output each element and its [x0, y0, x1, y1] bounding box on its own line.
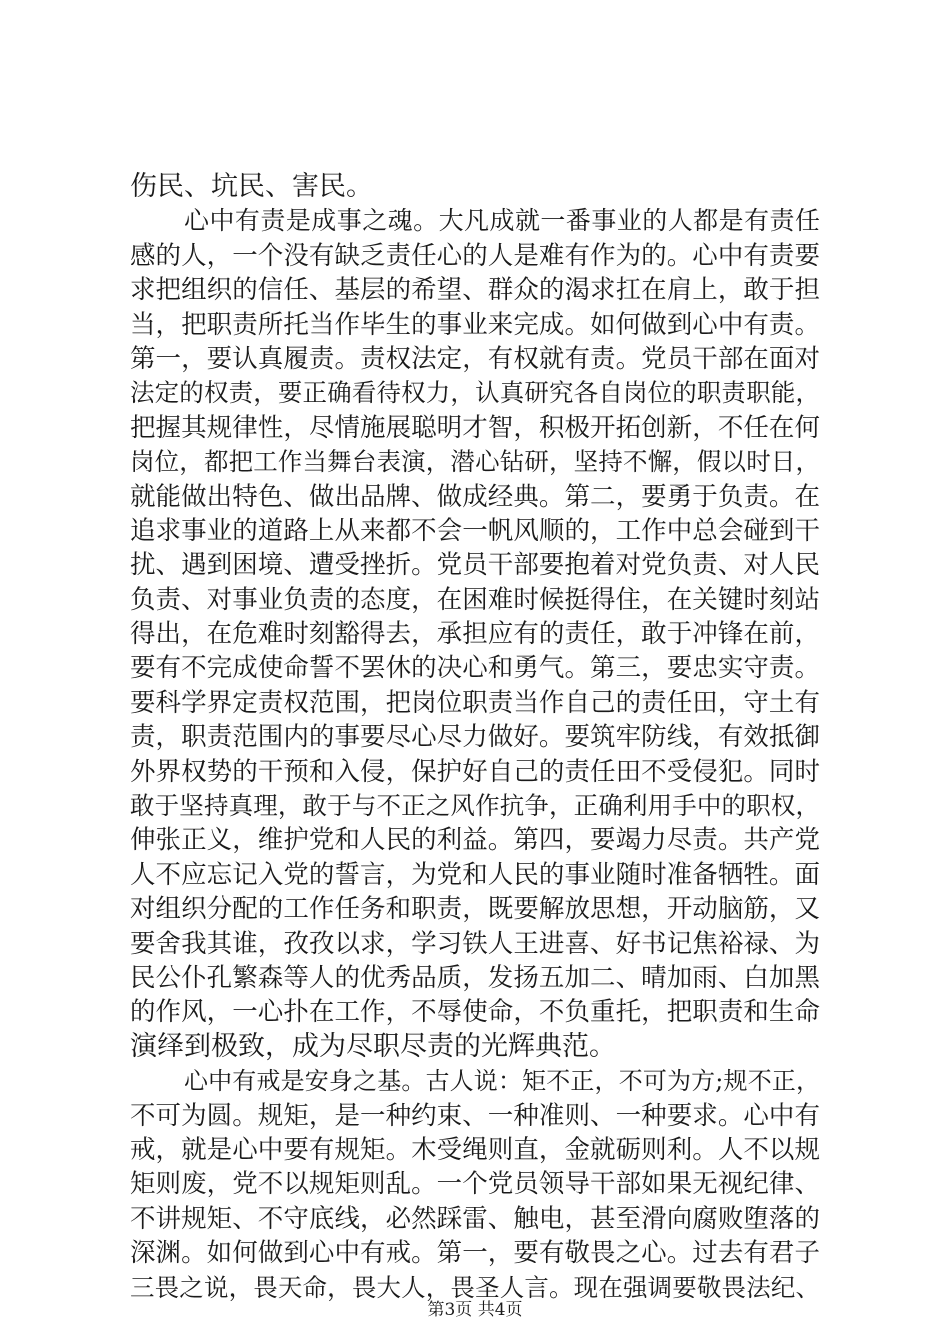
text-line: 责，职责范围内的事要尽心尽力做好。要筑牢防线，有效抵御	[130, 722, 820, 753]
text-line: 的作风，一心扑在工作，不辱使命，不负重托，把职责和生命	[130, 997, 820, 1028]
text-line: 法定的权责，要正确看待权力，认真研究各自岗位的职责职能，	[130, 378, 820, 408]
text-line: 戒，就是心中要有规矩。木受绳则直，金就砺则利。人不以规	[130, 1134, 820, 1165]
text-line: 不讲规矩、不守底线，必然踩雷、触电，甚至滑向腐败堕落的	[130, 1203, 820, 1234]
body-text	[130, 170, 820, 1305]
text-line: 感的人，一个没有缺乏责任心的人是难有作为的。心中有责要	[130, 240, 820, 271]
text-line: 岗位，都把工作当舞台表演，潜心钻研，坚持不懈，假以时日，	[130, 447, 820, 477]
text-line: 求把组织的信任、基层的希望、群众的渴求扛在肩上，敢于担	[130, 275, 820, 306]
text-line: 三畏之说，畏天命，畏大人，畏圣人言。现在强调要敬畏法纪、	[130, 1272, 820, 1302]
text-line: 演绎到极致，成为尽职尽责的光辉典范。	[130, 1030, 616, 1062]
text-line: 就能做出特色、做出品牌、做成经典。第二，要勇于负责。在	[130, 481, 820, 512]
text-line: 对组织分配的工作任务和职责，既要解放思想，开动脑筋，又	[130, 894, 820, 925]
text-line: 要舍我其谁，孜孜以求，学习铁人王进喜、好书记焦裕禄、为	[130, 928, 820, 959]
text-line: 负责、对事业负责的态度，在困难时候挺得住，在关键时刻站	[130, 584, 820, 615]
text-line: 追求事业的道路上从来都不会一帆风顺的，工作中总会碰到干	[130, 515, 820, 546]
text-line: 扰、遇到困境、遭受挫折。党员干部要抱着对党负责、对人民	[130, 550, 820, 581]
page-footer: 第3页 共4页	[427, 1300, 523, 1320]
text-line: 人不应忘记入党的誓言，为党和人民的事业随时准备牺牲。面	[130, 859, 820, 890]
text-line: 不可为圆。规矩，是一种约束、一种准则、一种要求。心中有	[130, 1100, 820, 1131]
text-line: 第一，要认真履责。责权法定，有权就有责。党员干部在面对	[130, 343, 820, 374]
text-line: 民公仆孔繁森等人的优秀品质，发扬五加二、晴加雨、白加黑	[130, 962, 820, 993]
text-line: 外界权势的干预和入侵，保护好自己的责任田不受侵犯。同时	[130, 756, 820, 787]
text-line: 要科学界定责权范围，把岗位职责当作自己的责任田，守土有	[130, 687, 820, 718]
text-line: 当，把职责所托当作毕生的事业来完成。如何做到心中有责。	[130, 309, 820, 340]
text-line: 伤民、坑民、害民。	[130, 171, 373, 202]
text-line: 矩则废，党不以规矩则乱。一个党员领导干部如果无视纪律、	[130, 1169, 820, 1200]
text-line: 心中有责是成事之魂。大凡成就一番事业的人都是有责任	[184, 206, 820, 236]
text-line: 敢于坚持真理，敢于与不正之风作抗争，正确利用手中的职权，	[130, 791, 820, 821]
text-line: 得出，在危难时刻豁得去，承担应有的责任，敢于冲锋在前，	[130, 619, 820, 650]
text-line: 伸张正义，维护党和人民的利益。第四，要竭力尽责。共产党	[130, 825, 820, 856]
text-line: 心中有戒是安身之基。古人说：矩不正，不可为方;规不正，	[184, 1067, 820, 1096]
text-line: 把握其规律性，尽情施展聪明才智，积极开拓创新，不任在何	[130, 412, 820, 443]
text-line: 要有不完成使命誓不罢休的决心和勇气。第三，要忠实守责。	[130, 653, 820, 684]
text-line: 深渊。如何做到心中有戒。第一，要有敬畏之心。过去有君子	[130, 1238, 820, 1269]
